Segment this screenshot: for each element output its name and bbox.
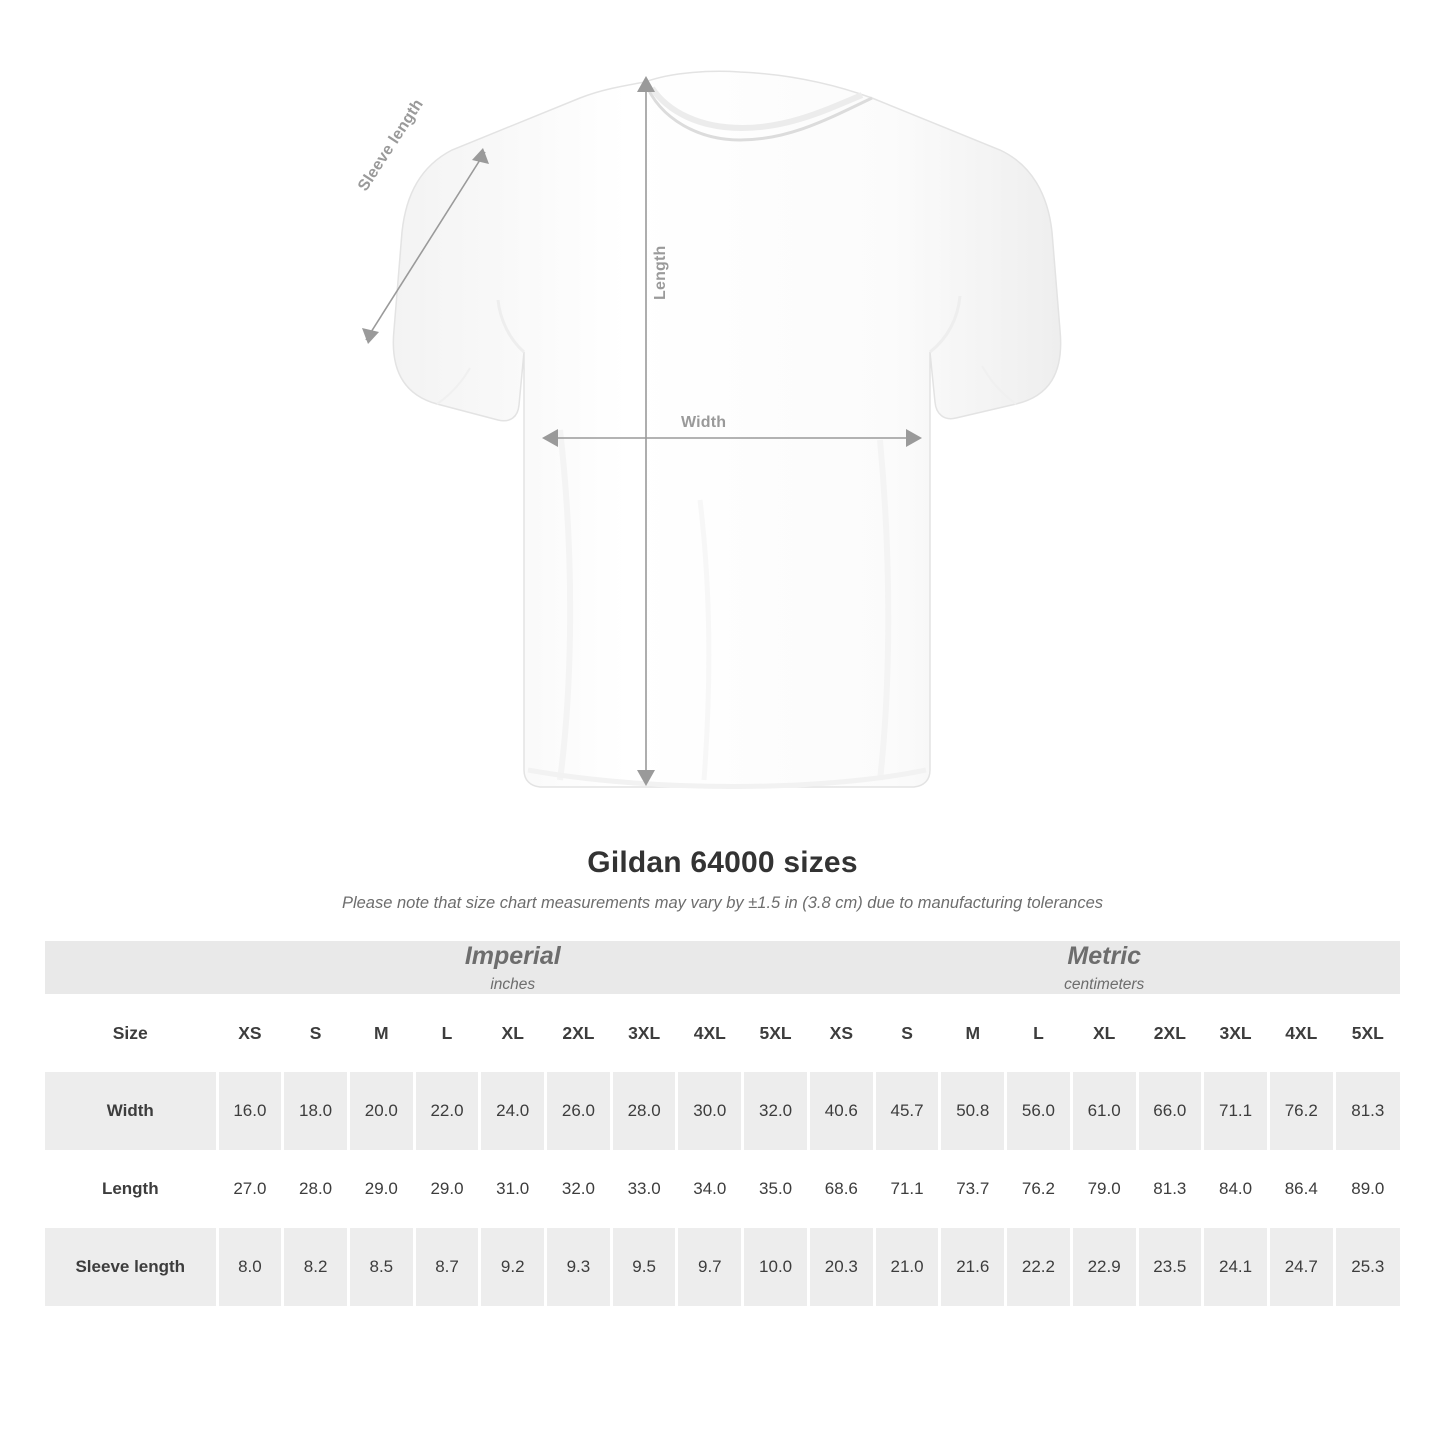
size-header-imp-6: 3XL	[611, 994, 677, 1072]
table-row-sleeve-length	[45, 1228, 1400, 1306]
sleeve-met-3: 22.2	[1006, 1228, 1072, 1306]
size-table-container	[45, 941, 1400, 1306]
size-header-imp-3: L	[414, 994, 480, 1072]
length-imp-4: 31.0	[480, 1150, 546, 1228]
length-met-2: 73.7	[940, 1150, 1006, 1228]
width-dimension-label: Width	[681, 414, 727, 431]
width-met-2: 50.8	[940, 1072, 1006, 1150]
length-met-5: 81.3	[1137, 1150, 1203, 1228]
metric-unit: centimeters	[1064, 976, 1145, 993]
sleeve-imp-2: 8.5	[348, 1228, 414, 1306]
width-imp-1: 18.0	[283, 1072, 349, 1150]
sleeve-imp-7: 9.7	[677, 1228, 743, 1306]
length-met-7: 86.4	[1268, 1150, 1334, 1228]
width-imp-6: 28.0	[611, 1072, 677, 1150]
length-imp-2: 29.0	[348, 1150, 414, 1228]
sleeve-met-0: 20.3	[808, 1228, 874, 1306]
size-header-imp-7: 4XL	[677, 994, 743, 1072]
imperial-unit: inches	[490, 976, 536, 993]
row-label-length: Length	[45, 1150, 217, 1228]
sleeve-length-dimension-label: Sleeve length	[355, 96, 427, 195]
size-header-met-0: XS	[808, 994, 874, 1072]
size-header-met-8: 5XL	[1334, 994, 1400, 1072]
length-met-1: 71.1	[874, 1150, 940, 1228]
size-header-imp-8: 5XL	[743, 994, 809, 1072]
size-header-imp-4: XL	[480, 994, 546, 1072]
length-dimension-label: Length	[652, 245, 669, 300]
width-imp-3: 22.0	[414, 1072, 480, 1150]
width-imp-0: 16.0	[217, 1072, 283, 1150]
size-header-met-5: 2XL	[1137, 994, 1203, 1072]
metric-label: Metric	[1067, 942, 1142, 970]
width-met-0: 40.6	[808, 1072, 874, 1150]
length-imp-1: 28.0	[283, 1150, 349, 1228]
size-header-met-6: 3XL	[1203, 994, 1269, 1072]
unit-row-spacer	[45, 941, 217, 994]
sleeve-met-7: 24.7	[1268, 1228, 1334, 1306]
table-row-size	[45, 994, 1400, 1072]
row-label-size: Size	[45, 994, 217, 1072]
length-met-8: 89.0	[1334, 1150, 1400, 1228]
page-title: Gildan 64000 sizes	[587, 846, 858, 879]
width-met-8: 81.3	[1334, 1072, 1400, 1150]
row-label-width: Width	[45, 1072, 217, 1150]
sleeve-met-6: 24.1	[1203, 1228, 1269, 1306]
length-met-6: 84.0	[1203, 1150, 1269, 1228]
sleeve-imp-1: 8.2	[283, 1228, 349, 1306]
width-met-3: 56.0	[1006, 1072, 1072, 1150]
width-met-1: 45.7	[874, 1072, 940, 1150]
length-met-3: 76.2	[1006, 1150, 1072, 1228]
sleeve-imp-4: 9.2	[480, 1228, 546, 1306]
sleeve-met-8: 25.3	[1334, 1228, 1400, 1306]
length-imp-8: 35.0	[743, 1150, 809, 1228]
row-label-sleeve-length: Sleeve length	[45, 1228, 217, 1306]
imperial-label: Imperial	[464, 942, 561, 970]
sleeve-met-1: 21.0	[874, 1228, 940, 1306]
length-imp-5: 32.0	[546, 1150, 612, 1228]
width-imp-4: 24.0	[480, 1072, 546, 1150]
size-chart-table	[45, 941, 1400, 1306]
length-met-4: 79.0	[1071, 1150, 1137, 1228]
sleeve-met-2: 21.6	[940, 1228, 1006, 1306]
sleeve-imp-5: 9.3	[546, 1228, 612, 1306]
sleeve-met-4: 22.9	[1071, 1228, 1137, 1306]
length-imp-3: 29.0	[414, 1150, 480, 1228]
width-met-5: 66.0	[1137, 1072, 1203, 1150]
imperial-unit-cell	[217, 941, 808, 994]
length-imp-7: 34.0	[677, 1150, 743, 1228]
sleeve-imp-0: 8.0	[217, 1228, 283, 1306]
length-imp-0: 27.0	[217, 1150, 283, 1228]
size-header-imp-5: 2XL	[546, 994, 612, 1072]
unit-system-row	[45, 941, 1400, 994]
width-imp-5: 26.0	[546, 1072, 612, 1150]
size-header-imp-1: S	[283, 994, 349, 1072]
size-header-met-4: XL	[1071, 994, 1137, 1072]
sleeve-imp-8: 10.0	[743, 1228, 809, 1306]
width-met-6: 71.1	[1203, 1072, 1269, 1150]
sleeve-met-5: 23.5	[1137, 1228, 1203, 1306]
width-imp-7: 30.0	[677, 1072, 743, 1150]
length-met-0: 68.6	[808, 1150, 874, 1228]
size-header-met-2: M	[940, 994, 1006, 1072]
width-met-4: 61.0	[1071, 1072, 1137, 1150]
size-header-met-3: L	[1006, 994, 1072, 1072]
size-header-imp-2: M	[348, 994, 414, 1072]
sleeve-imp-6: 9.5	[611, 1228, 677, 1306]
length-imp-6: 33.0	[611, 1150, 677, 1228]
metric-unit-cell	[808, 941, 1400, 994]
size-header-met-7: 4XL	[1268, 994, 1334, 1072]
size-header-met-1: S	[874, 994, 940, 1072]
table-row-width	[45, 1072, 1400, 1150]
table-row-length	[45, 1150, 1400, 1228]
sleeve-imp-3: 8.7	[414, 1228, 480, 1306]
width-imp-2: 20.0	[348, 1072, 414, 1150]
width-met-7: 76.2	[1268, 1072, 1334, 1150]
width-imp-8: 32.0	[743, 1072, 809, 1150]
size-header-imp-0: XS	[217, 994, 283, 1072]
measurement-tolerance-note: Please note that size chart measurements may vary by ±1.5 in (3.8 cm) due to manufacturing tolerances	[341, 894, 1104, 912]
